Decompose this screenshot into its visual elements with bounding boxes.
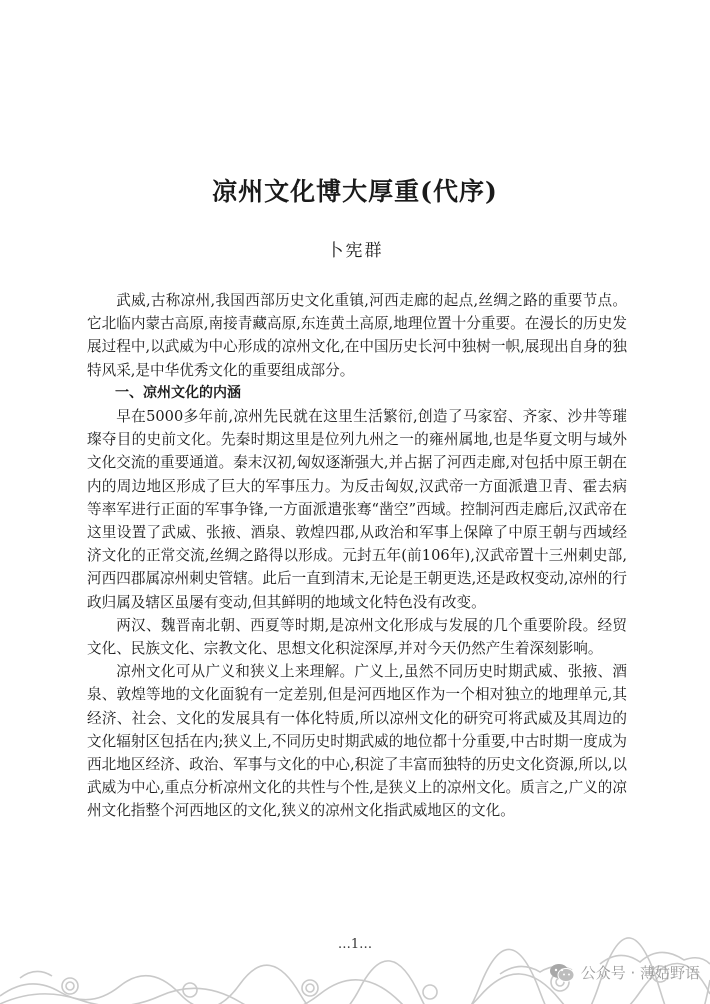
page-number: …1…: [337, 937, 373, 952]
author-name: 卜宪群: [326, 241, 384, 261]
paragraph: 早在5000多年前,凉州先民就在这里生活繁衍,创造了马家窑、齐家、沙井等璀璨夺目的史前文化。先秦时期这里是位列九州之一的雍州属地,也是华夏文明与域外文化交流的重要通道。秦末汉初,匈奴逐渐强大,并占据了河西走廊,对包括中原王朝在内的周边地区形成了巨大的军事压力。为反击匈奴,汉武帝一方面派遣卫青、霍去病等率军进行正面的军事争锋,一方面派遣张骞“凿空”西域。控制河西走廊后,汉武帝在这里设置了武威、张掖、酒泉、敦煌四郡,从政治和军事上保障了中原王朝与西域经济文化的正常交流,丝绸之路得以形成。元封五年(前106年),汉武帝置十三州刺史部,河西四郡属凉州刺史管辖。此后一直到清末,无论是王朝更迭,还是政权变动,凉州的行政归属及辖区虽屡有变动,但其鲜明的地域文化特色没有改变。: [87, 408, 627, 611]
watermark: [549, 962, 700, 983]
paragraph: 凉州文化可从广义和狭义上来理解。广义上,虽然不同历史时期武威、张掖、酒泉、敦煌等地的文化面貌有一定差别,但是河西地区作为一个相对独立的地理单元,其经济、社会、文化的发展具有一体化特质,所以凉州文化的研究可将武威及其周边的文化辐射区包括在内;狭义上,不同历史时期武威的地位都十分重要,中古时期一度成为西北地区经济、政治、军事与文化的中心,积淀了丰富而独特的历史文化资源,所以,以武威为中心,重点分析凉州文化的共性与个性,是狭义上的凉州文化。质言之,广义的凉州文化指整个河西地区的文化,狭义的凉州文化指武威地区的文化。: [87, 663, 627, 820]
section-heading: 一、凉州文化的内涵: [115, 384, 241, 401]
watermark-text: 公众号 · 薄姑野语: [580, 964, 700, 982]
paragraph: 两汉、魏晋南北朝、西夏等时期,是凉州文化形成与发展的几个重要阶段。经贸文化、民族文化、宗教文化、思想文化积淀深厚,并对今天仍然产生着深刻影响。: [87, 616, 627, 658]
page-title: 凉州文化博大厚重(代序): [212, 177, 498, 206]
paragraph: 武威,古称凉州,我国西部历史文化重镇,河西走廊的起点,丝绸之路的重要节点。它北临内蒙古高原,南接青藏高原,东连黄土高原,地理位置十分重要。在漫长的历史发展过程中,以武威为中心形成的凉州文化,在中国历史长河中独树一帜,展现出自身的独特风采,是中华优秀文化的重要组成部分。: [87, 292, 627, 379]
wechat-icon: [549, 963, 575, 983]
body-text: [87, 289, 627, 823]
